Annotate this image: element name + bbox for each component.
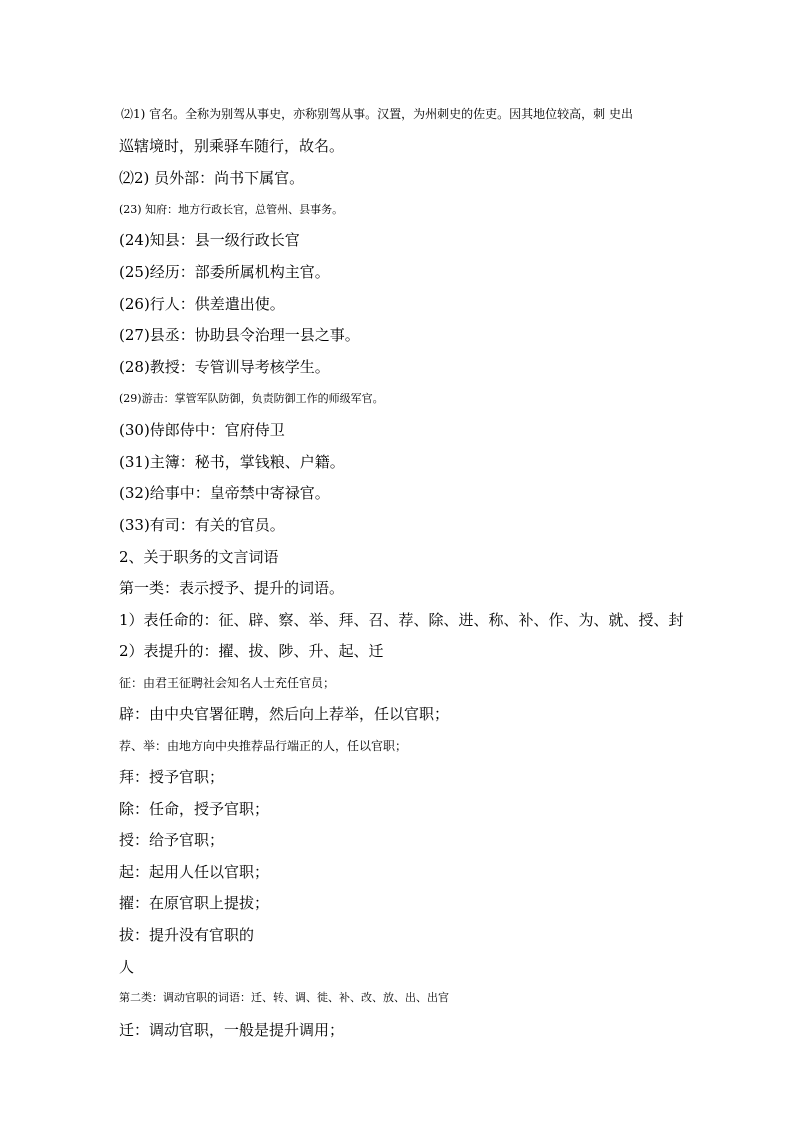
def-ba: 拔：提升没有官职的 xyxy=(119,926,255,944)
def-ba-cont: 人 xyxy=(119,958,135,976)
note-30: (30)侍郎侍中：官府侍卫 xyxy=(119,421,285,439)
def-shou: 授：给予官职； xyxy=(119,831,225,849)
def-qian: 迁：调动官职，一般是提升调用； xyxy=(119,1021,345,1039)
note-33: (33)有司：有关的官员。 xyxy=(119,516,285,534)
note-24: (24)知县：县一级行政长官 xyxy=(119,231,300,249)
note-26: (26)行人：供差遣出使。 xyxy=(119,295,285,313)
def-zheng: 征：由君王征聘社会知名人士充任官员； xyxy=(119,676,336,690)
def-bai: 拜：授予官职； xyxy=(119,768,225,786)
section-heading: 2、关于职务的文言词语 xyxy=(119,548,279,566)
category-2-heading: 第二类：调动官职的词语：迁、转、调、徙、补、改、放、出、出官 xyxy=(119,991,449,1004)
note-21-line1: ⑵1) 官名。全称为别驾从事史，亦称别驾从事。汉置，为州刺史的佐吏。因其地位较高，刺 史出 xyxy=(121,107,633,121)
def-qi: 起：起用人任以官职； xyxy=(119,863,270,881)
category-1-heading: 第一类：表示授予、提升的词语。 xyxy=(119,579,345,597)
def-zhuo: 擢：在原官职上提拔； xyxy=(119,894,270,912)
def-jian-ju: 荐、举：由地方向中央推荐品行端正的人，任以官职； xyxy=(119,739,408,753)
def-chu: 除：任命，授予官职； xyxy=(119,800,270,818)
note-32: (32)给事中：皇帝禁中寄禄官。 xyxy=(119,484,330,502)
note-21-line2: 巡辖境时，别乘驿车随行，故名。 xyxy=(119,137,345,155)
note-31: (31)主簿：秘书，掌钱粮、户籍。 xyxy=(119,453,345,471)
note-22: ⑵2) 员外部：尚书下属官。 xyxy=(119,169,305,187)
note-23: (23) 知府：地方行政长官，总管州、县事务。 xyxy=(119,203,344,216)
note-28: (28)教授：专管训导考核学生。 xyxy=(119,358,330,376)
appoint-words: 1）表任命的：征、辟、察、举、拜、召、荐、除、进、称、补、作、为、就、授、封 xyxy=(119,611,684,629)
note-25: (25)经历：部委所属机构主官。 xyxy=(119,263,330,281)
def-pi: 辟：由中央官署征聘，然后向上荐举，任以官职； xyxy=(119,705,450,723)
promote-words: 2）表提升的：擢、拔、陟、升、起、迁 xyxy=(119,642,384,660)
note-27: (27)县丞：协助县令治理一县之事。 xyxy=(119,326,360,344)
note-29: (29)游击：掌管军队防御，负责防御工作的师级军官。 xyxy=(119,392,384,405)
